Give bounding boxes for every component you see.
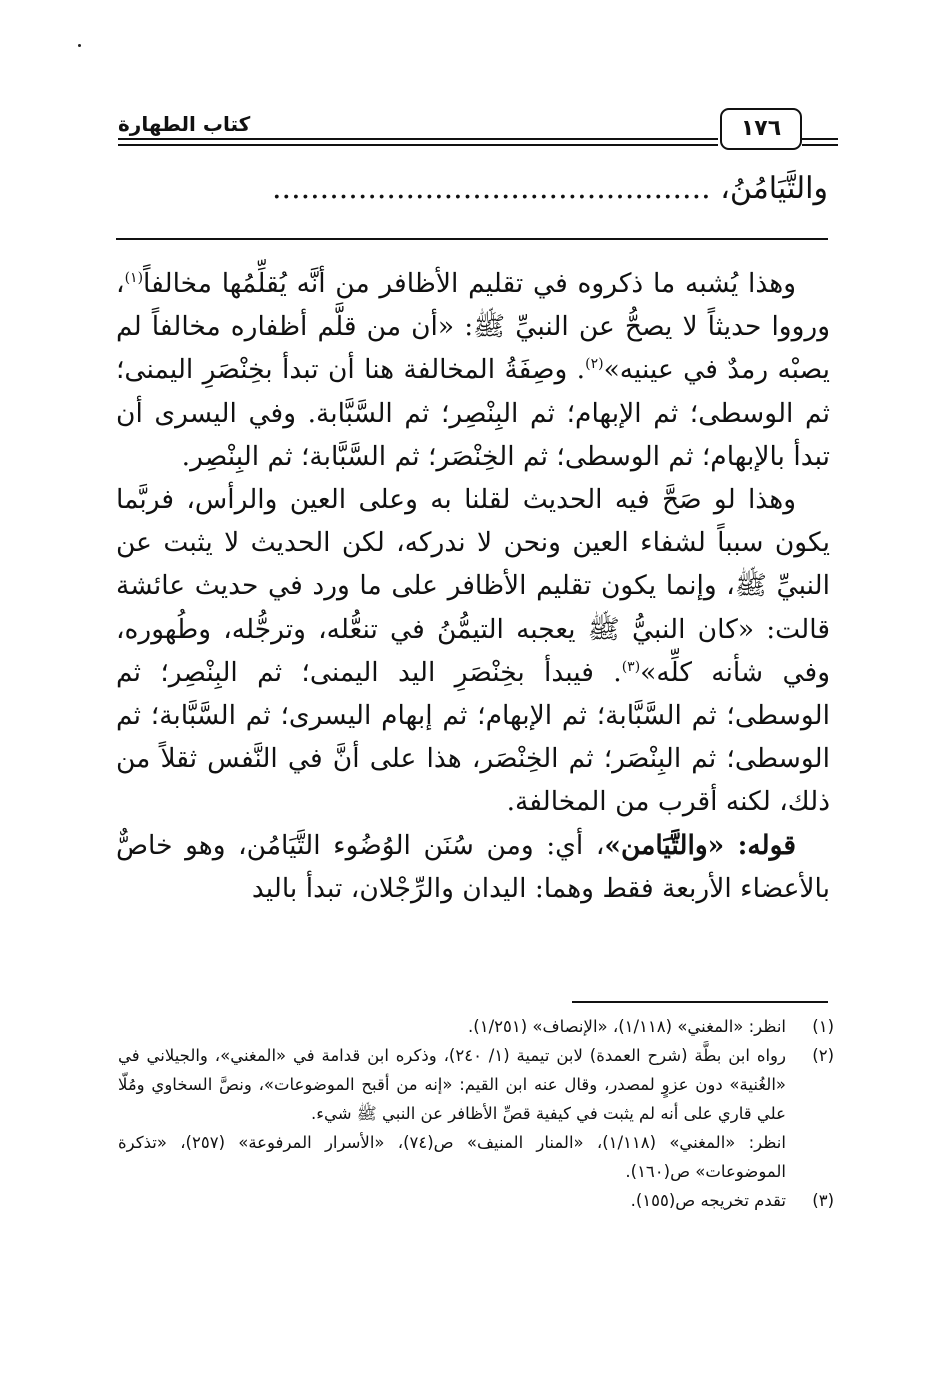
footnote-text xyxy=(118,1041,786,1186)
scan-speck xyxy=(78,44,81,47)
running-header xyxy=(118,108,838,148)
footnote-ref[interactable]: (٢) xyxy=(585,356,604,373)
book-title: كتاب الطهارة xyxy=(118,112,256,136)
matn-separator xyxy=(116,238,828,240)
matn-text: والتَّيَامُنُ، .............................................. xyxy=(272,171,828,206)
paragraph-text: ، ورووا حديثاً لا يصحُّ عن النبيِّ ﷺ: «أن من قلَّم أظفاره مخالفاً لم يصبْه رمدٌ في عينيه» xyxy=(116,268,830,386)
footnote-number: (٣) xyxy=(812,1191,834,1210)
paragraph-text: . فيبدأ بخِنْصَرِ اليد اليمنى؛ ثم البِنْصِر؛ ثم الوسطى؛ ثم السَّبَّابة؛ ثم الإبهام؛ ثم إبهام اليسرى؛ ثم السَّبَّابة؛ ثم الوسطى؛ ثم البِنْصَر؛ ثم الخِنْصَر، هذا على أنَّ في النَّفس ثقلاً من ذلك، لكنه أقرب من المخالفة. xyxy=(116,656,830,818)
header-rule xyxy=(802,144,838,146)
footnote-text-part: انظر: «المغني» (١/١١٨)، «المنار المنيف» ص(٧٤)، «الأسرار المرفوعة» (٢٥٧)، «تذكرة الموضوعات» ص(١٦٠). xyxy=(118,1133,786,1181)
footnote-text: انظر: «المغني» (١/١١٨)، «الإنصاف» (١/٢٥١). xyxy=(468,1017,786,1036)
footnotes xyxy=(118,1012,834,1215)
paragraph xyxy=(116,478,830,824)
paragraph-text: ، أي: ومن سُنَن الوُضُوء التَّيَامُن، وهو خاصٌّ بالأعضاء الأربعة فقط وهما: اليدان والرِّجْلان، تبدأ باليد xyxy=(116,829,830,904)
paragraph-text: وهذا لو صَحَّ فيه الحديث لقلنا به وعلى العين والرأس، فربَّما يكون سبباً لشفاء العين ونحن لا ندركه، لكن الحديث لا يثبت عن النبيِّ ﷺ، وإنما يكون تقليم الأظافر على ما ورد في حديث عائشة قالت: «كان النبيُّ ﷺ يعجبه التيمُّنُ في تنعُّله، وترجُّله، وطُهوره، وفي شأنه كلِّه» xyxy=(116,484,830,688)
header-rule xyxy=(118,144,718,146)
footnote xyxy=(118,1041,834,1186)
qawluh-label: قوله: «والتَّيَامن» xyxy=(604,829,796,861)
footnote xyxy=(118,1012,834,1041)
commentary-body xyxy=(116,262,830,910)
page-number: ١٧٦ xyxy=(720,108,802,150)
footnote-ref[interactable]: (١) xyxy=(124,270,144,287)
header-rule xyxy=(802,138,838,140)
paragraph xyxy=(116,824,830,910)
paragraph-text: وهذا يُشبه ما ذكروه في تقليم الأظافر من أنَّه يُقلِّمُها مخالفاً xyxy=(143,268,796,299)
paragraph-text: . وصِفَةُ المخالفة هنا أن تبدأ بخِنْصَرِ اليمنى؛ ثم الوسطى؛ ثم الإبهام؛ ثم البِنْصِر؛ ثم السَّبَّابة. وفي اليسرى أن تبدأ بالإبهام؛ ثم الوسطى؛ ثم الخِنْصَر؛ ثم السَّبَّابة؛ ثم البِنْصِر. xyxy=(116,354,830,472)
footnote-number: (٢) xyxy=(812,1046,834,1065)
footnote-separator xyxy=(572,1001,828,1003)
footnote-text: تقدم تخريجه ص(١٥٥). xyxy=(630,1191,786,1210)
paragraph xyxy=(116,262,830,478)
footnote xyxy=(118,1186,834,1215)
footnote-number: (١) xyxy=(812,1017,834,1036)
header-rule xyxy=(118,138,718,140)
footnote-ref[interactable]: (٣) xyxy=(621,659,641,675)
footnote-text-part: رواه ابن بطَّة (شرح العمدة) لابن تيمية (١/ ٢٤٠)، وذكره ابن قدامة في «المغني»، والجيلاني في «الغُنية» دون عزوٍ لمصدر، وقال عنه ابن القيم: «إنه من أقبح الموضوعات»، ونصَّ السخاوي ومُلّا علي قاري على أنه لم يثبت في كيفية قصِّ الأظافر عن النبي ﷺ شيء. xyxy=(118,1046,786,1123)
